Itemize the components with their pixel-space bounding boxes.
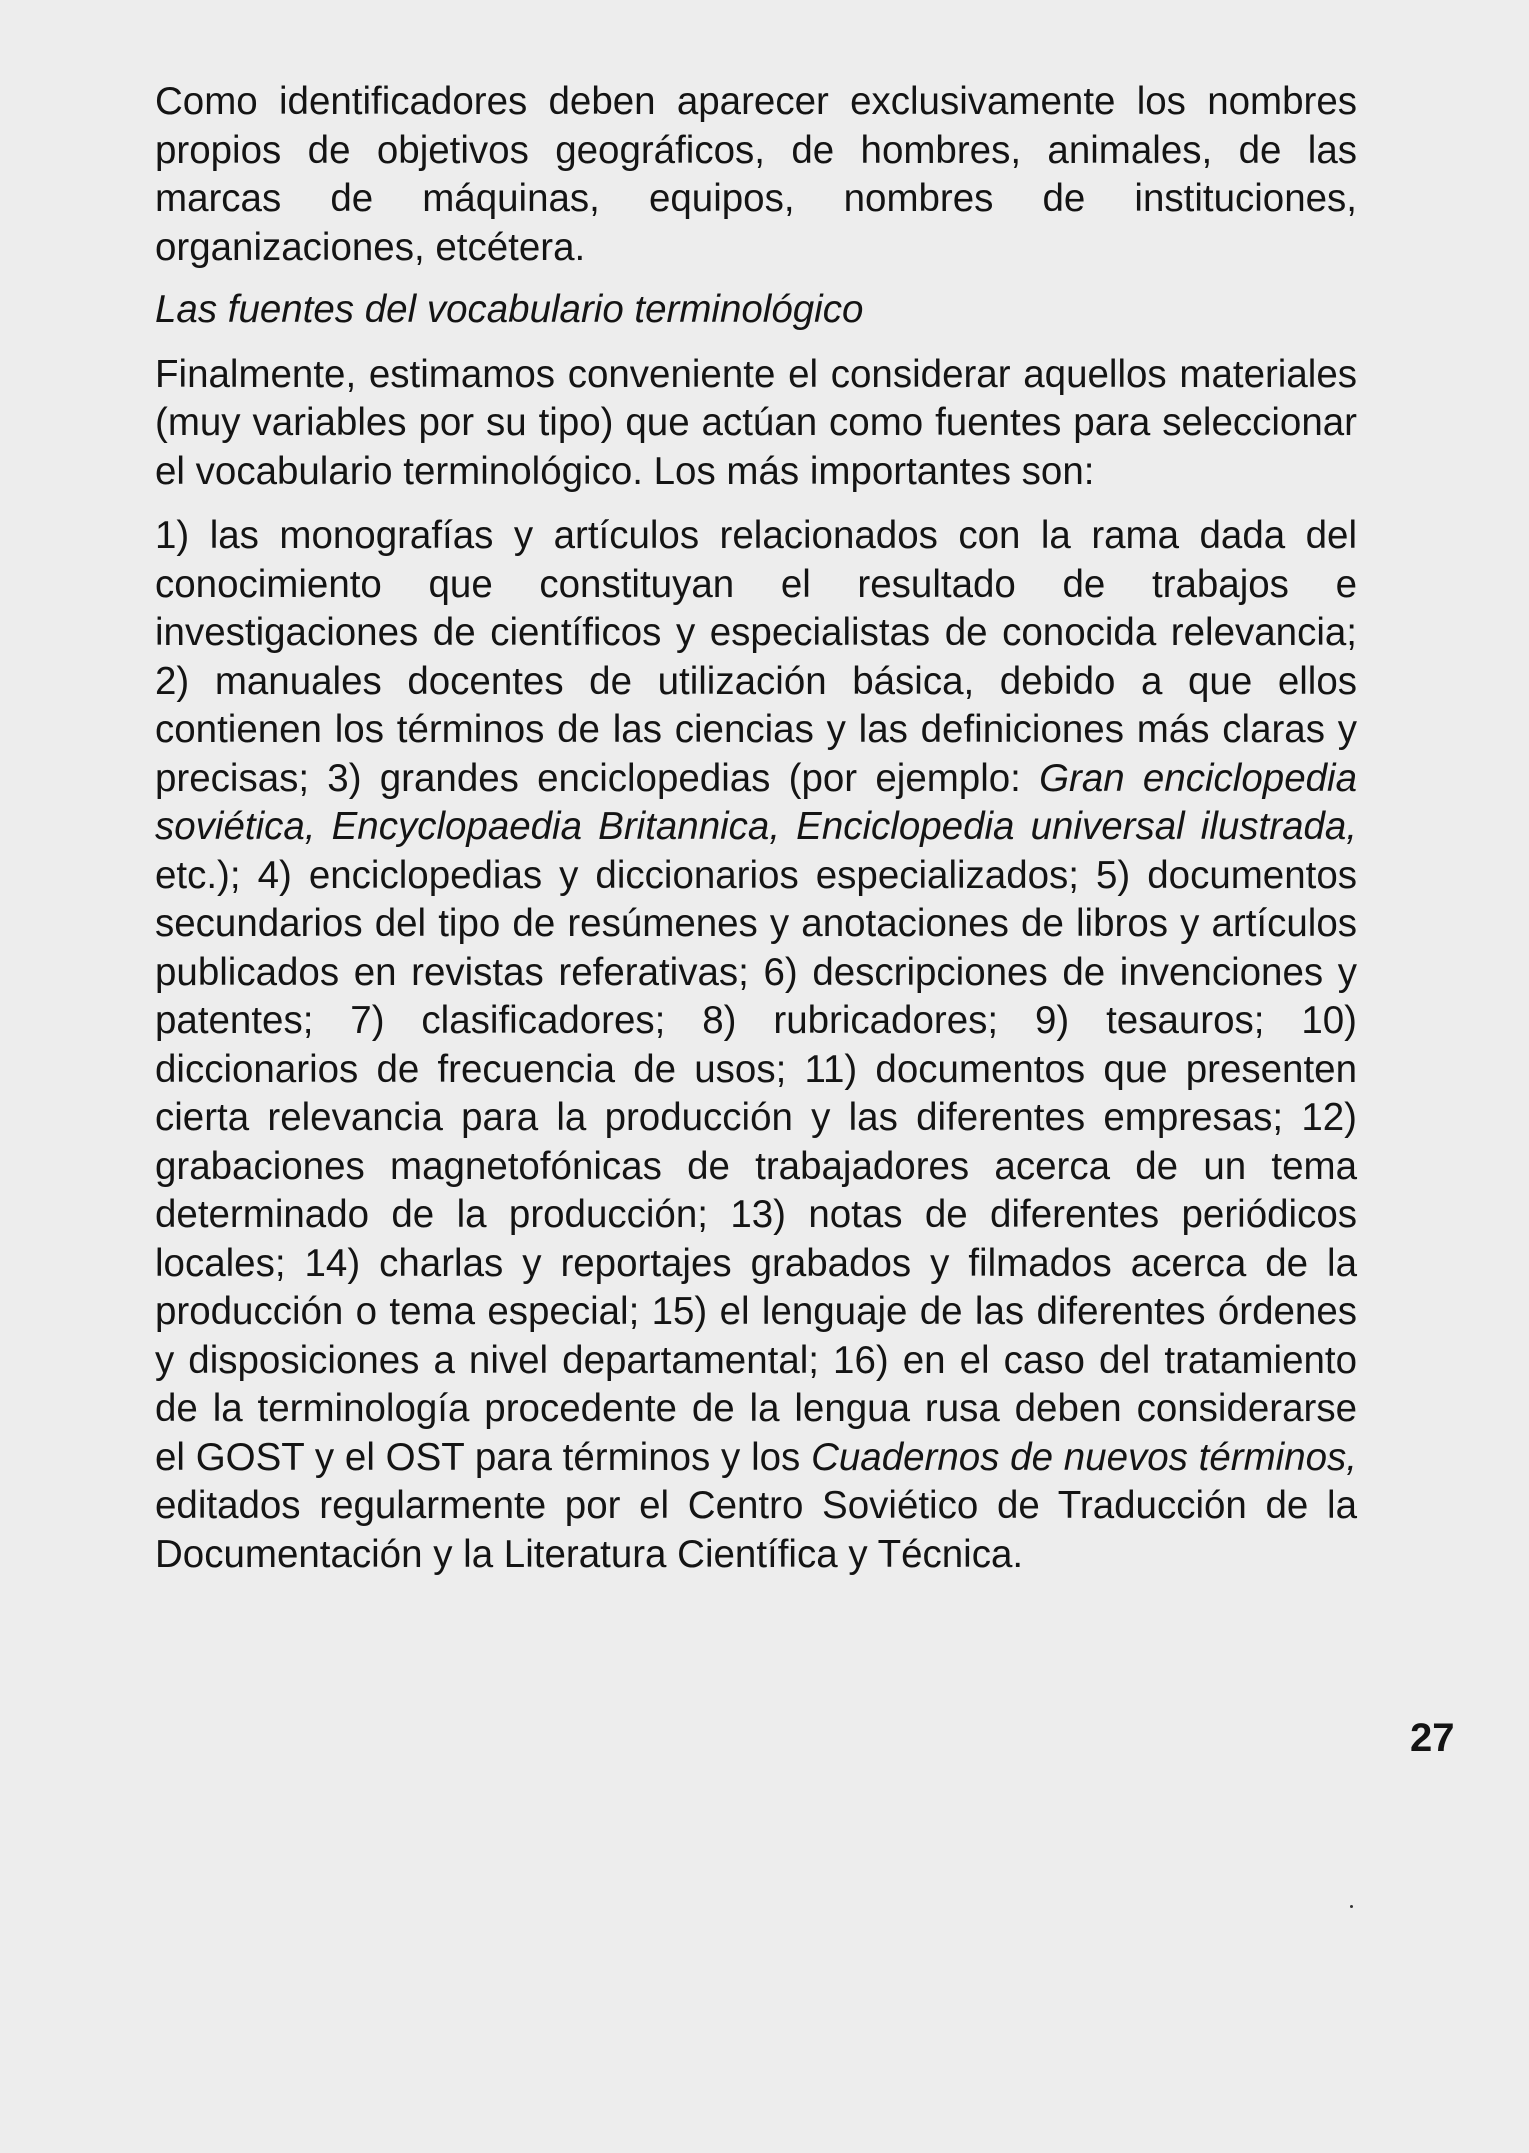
cuadernos-title: Cuadernos de nuevos términos, [811,1435,1357,1479]
page-number: 27 [1410,1716,1455,1760]
print-speck [1350,1905,1353,1908]
list-text-part-3: editados regularmente por el Centro Soviético de Traducción de la Documentación y la Literatura Científica y Técnica. [155,1484,1357,1576]
fuentes-paragraph: Finalmente, estimamos conveniente el considerar aquellos materiales (muy variables por su tipo) que actúan como fuentes para seleccionar el vocabulario terminológico. Los más importantes son: [155,352,1357,493]
sources-list-paragraph [155,512,1357,1579]
body-text [155,78,1357,1579]
encyclopedia-titles: Gran enciclopedia soviética, Encyclopaedia Britannica, Enciclopedia universal ilustrada, [155,756,1357,848]
list-text-part-2: etc.); 4) enciclopedias y diccionarios especializados; 5) documentos secundarios del tipo de resúmenes y anotaciones de libros y artículos publicados en revistas referativas; 6) descripciones de invenciones y patentes; 7) clasificadores; 8) rubricadores; 9) tesauros; 10) diccionarios de frecuencia de usos; 11) documentos que presenten cierta relevancia para la producción y las diferentes empresas; 12) grabaciones magnetofónicas de trabajadores acerca de un tema determinado de la producción; 13) notas de diferentes periódicos locales; 14) charlas y reportajes grabados y filmados acerca de la producción o tema especial; 15) el lenguaje de las diferentes órdenes y disposiciones a nivel departamental; 16) en el caso del tratamiento de la terminología procedente de la lengua rusa deben considerarse el GOST y el OST para términos y los [155,853,1357,1479]
list-text-part-1: 1) las monografías y artículos relacionados con la rama dada del conocimiento que constituyan el resultado de trabajos e investigaciones de científicos y especialistas de conocida relevancia; 2) manuales docentes de utilización básica, debido a que ellos contienen los términos de las ciencias y las definiciones más claras y precisas; 3) grandes enciclopedias (por ejemplo: [155,514,1357,800]
intro-paragraph: Como identificadores deben aparecer exclusivamente los nombres propios de objetivos geográficos, de hombres, animales, de las marcas de máquinas, equipos, nombres de instituciones, organizaciones, etcétera. [155,80,1357,269]
section-heading: Las fuentes del vocabulario terminológico [155,288,864,331]
